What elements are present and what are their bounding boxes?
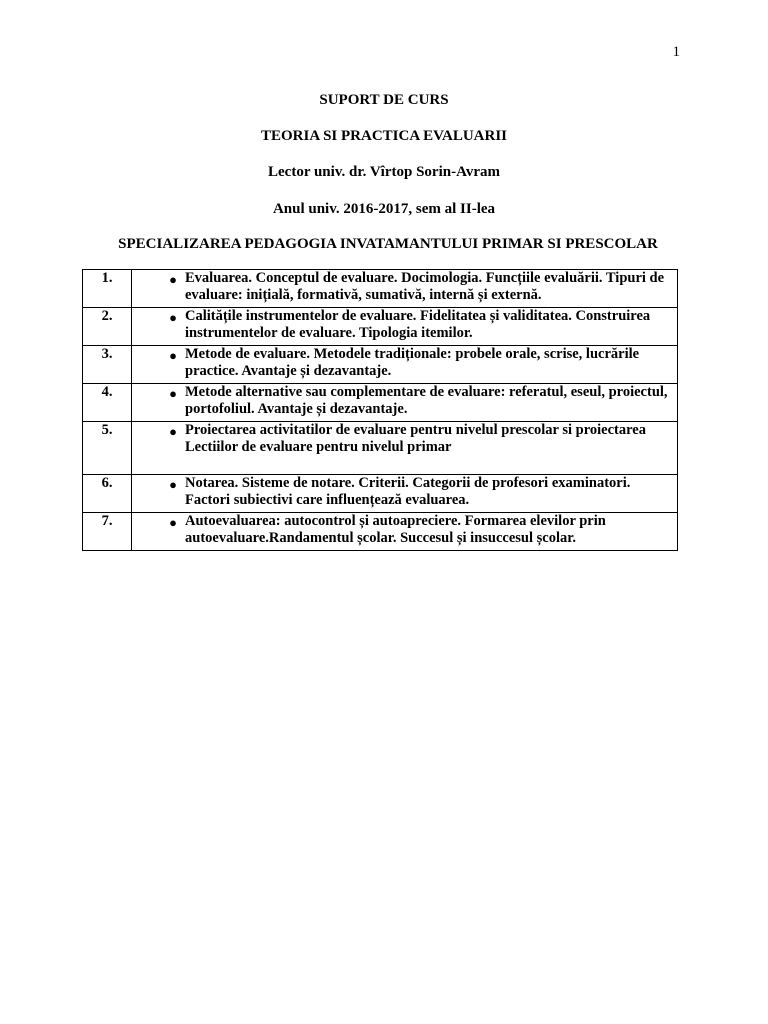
bullet-icon: ●	[169, 515, 177, 530]
academic-year: Anul univ. 2016-2017, sem al II-lea	[272, 201, 496, 217]
topic-text: Notarea. Sisteme de notare. Criterii. Categorii de profesori examinatori. Factori subiectivi care influențează evaluarea.	[185, 475, 631, 508]
table-row	[83, 346, 678, 384]
topic-text: Evaluarea. Conceptul de evaluare. Docimologia. Funcțiile evaluării. Tipuri de evaluare: inițială, formativă, sumativă, internă și externă.	[185, 270, 665, 303]
row-number: 4.	[83, 384, 132, 422]
row-number: 7.	[83, 513, 132, 551]
topic-cell	[132, 475, 678, 513]
table-row	[83, 270, 678, 308]
row-number: 5.	[83, 422, 132, 475]
bullet-icon: ●	[169, 477, 177, 492]
table-row	[83, 422, 678, 475]
topic-text: Metode alternative sau complementare de evaluare: referatul, eseul, proiectul, portofoliul. Avantaje și dezavantaje.	[185, 384, 668, 417]
course-topics-table	[82, 269, 678, 551]
topic-text: Proiectarea activitatilor de evaluare pentru nivelul prescolar si proiectarea Lectiilor de evaluare pentru nivelul primar	[185, 422, 646, 455]
table-row	[83, 475, 678, 513]
page-number: 1	[672, 44, 680, 60]
table-row	[83, 308, 678, 346]
course-title: TEORIA SI PRACTICA EVALUARII	[260, 128, 508, 144]
bullet-icon: ●	[169, 310, 177, 325]
bullet-icon: ●	[169, 386, 177, 401]
bullet-icon: ●	[169, 272, 177, 287]
row-number: 2.	[83, 308, 132, 346]
lecturer-name: Lector univ. dr. Vîrtop Sorin-Avram	[268, 164, 500, 180]
bullet-icon: ●	[169, 424, 177, 439]
topic-text: Calitățile instrumentelor de evaluare. Fidelitatea și validitatea. Construirea instrumentelor de evaluare. Tipologia itemilor.	[185, 308, 651, 341]
row-number: 6.	[83, 475, 132, 513]
topic-cell	[132, 308, 678, 346]
topic-cell	[132, 384, 678, 422]
specialization: SPECIALIZAREA PEDAGOGIA INVATAMANTULUI PRIMAR SI PRESCOLAR	[118, 236, 658, 252]
bullet-icon: ●	[169, 348, 177, 363]
topic-text: Metode de evaluare. Metodele tradiționale: probele orale, scrise, lucrările practice. Avantaje și dezavantaje.	[185, 346, 640, 379]
document-title: SUPORT DE CURS	[319, 92, 449, 108]
topic-cell	[132, 513, 678, 551]
row-number: 1.	[83, 270, 132, 308]
topic-text: Autoevaluarea: autocontrol și autoapreciere. Formarea elevilor prin autoevaluare.Randamentul școlar. Succesul și insuccesul școlar.	[185, 513, 606, 546]
topic-cell	[132, 422, 678, 475]
topic-cell	[132, 270, 678, 308]
topic-cell	[132, 346, 678, 384]
table-row	[83, 384, 678, 422]
row-number: 3.	[83, 346, 132, 384]
table-row	[83, 513, 678, 551]
